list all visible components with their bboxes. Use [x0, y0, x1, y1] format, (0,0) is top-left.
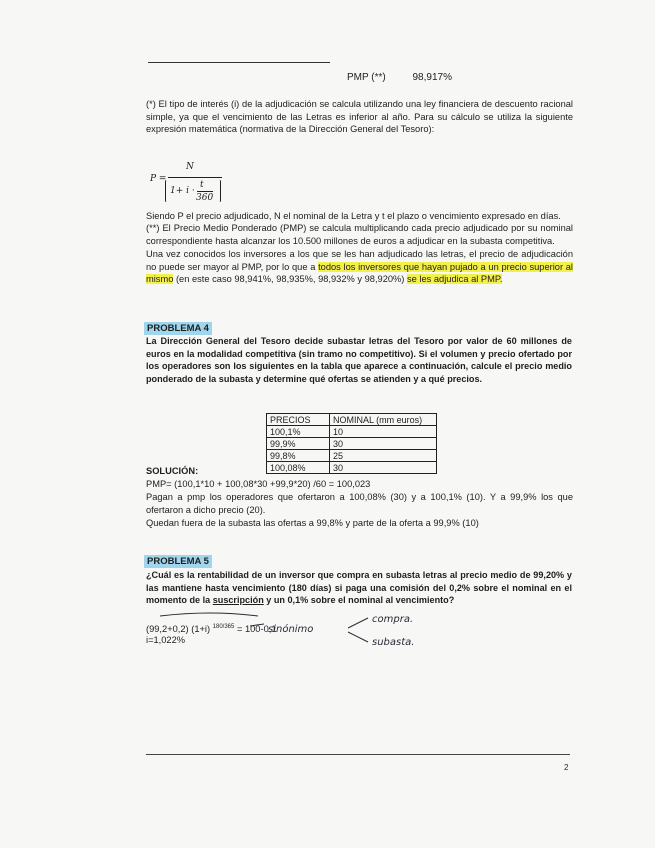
- pmp-header: [347, 72, 452, 83]
- note-adjudication: Una vez conocidos los inversores a los que se les han adjudicado las letras, el precio de adjudicación no puede ser mayor al PMP, por lo que a todos los inversores que hayan pujado a un precio superior al mismo (en este caso 98,941%, 98,935%, 98,932% y 98,920%) se les adjudica al PMP.: [146, 249, 573, 285]
- table-header-row: [267, 414, 437, 426]
- table-row: [267, 426, 437, 438]
- price-formula: [150, 160, 230, 206]
- formula-360: 360: [196, 193, 214, 203]
- handwritten-marks: [150, 608, 570, 658]
- formula-denominator: 1+ i ·: [170, 186, 195, 196]
- handwritten-compra: compra.: [372, 614, 414, 625]
- table-cell: 100,1%: [267, 426, 330, 438]
- table-cell: 99,8%: [267, 450, 330, 462]
- solution-pmp: PMP= (100,1*10 + 100,08*30 +99,9*20) /60 = 100,023: [146, 479, 371, 489]
- table-cell: 100,08%: [267, 462, 330, 474]
- problem5-equation: (99,2+0,2) (1+i) $^{180/365}$ = 100-0,1: [146, 624, 277, 635]
- solution-paid: Pagan a pmp los operadores que ofertaron a 100,08% (30) y a 100,1% (10). Y a 99,9% los que ofertaron a dicho precio (20).: [146, 492, 573, 515]
- table-row: [267, 450, 437, 462]
- pmp-value: 98,917%: [412, 72, 452, 83]
- highlight-pmp: se les adjudica al PMP.: [407, 274, 503, 285]
- page-number: 2: [564, 763, 569, 772]
- highlight-investors: todos los inversores que hayan pujado a un precio superior al mismo: [146, 261, 573, 285]
- table-cell: 30: [330, 438, 437, 450]
- note-variables: Siendo P el precio adjudicado, N el nominal de la Letra y t el plazo o vencimiento expresado en días.: [146, 211, 561, 221]
- handwritten-sinonimo: sinónimo: [268, 624, 314, 635]
- formula-lhs: P =: [150, 174, 167, 184]
- pmp-label: PMP (**): [347, 72, 386, 83]
- table-cell: 99,9%: [267, 438, 330, 450]
- solution-label: SOLUCIÓN:: [146, 466, 199, 476]
- underlined-suscripcion: suscripción: [212, 595, 264, 606]
- table-row: [267, 438, 437, 450]
- top-rule: [148, 62, 330, 63]
- table-header-precios: PRECIOS: [267, 414, 330, 426]
- table-cell: 10: [330, 426, 437, 438]
- problem5-heading: PROBLEMA 5: [144, 555, 212, 568]
- problem4-heading: PROBLEMA 4: [144, 322, 212, 335]
- footer-rule: [146, 754, 570, 755]
- table-row: [267, 462, 437, 474]
- table-cell: 25: [330, 450, 437, 462]
- solution-excluded: Quedan fuera de la subasta las ofertas a 99,8% y parte de la oferta a 99,9% (10): [146, 518, 479, 528]
- table-cell: 30: [330, 462, 437, 474]
- offers-table: [266, 413, 437, 474]
- problem4-statement: La Dirección General del Tesoro decide subastar letras del Tesoro por valor de 60 millones de euros en la modalidad competitiva (sin tramo no competitivo). Si el volumen y precio ofertado por los operadores son los siguientes en la tabla que aparece a continuación, calcule el precio medio ponderado de la subasta y determine qué ofertas se atienden y a qué precios.: [146, 336, 572, 384]
- table-header-nominal: NOMINAL (mm euros): [330, 414, 437, 426]
- problem5-statement: ¿Cuál es la rentabilidad de un inversor que compra en subasta letras al precio medio de 99,20% y las mantiene hasta vencimiento (180 días) si paga una comisión del 0,2% sobre el nominal en el momento de la suscripción y un 0,1% sobre el nominal al vencimiento?: [146, 570, 572, 606]
- problem5-result: i=1,022%: [146, 635, 186, 645]
- formula-t: t: [200, 180, 204, 190]
- note-interest-rate: (*) El tipo de interés (i) de la adjudicación se calcula utilizando una ley financiera de descuento racional simple, ya que el vencimiento de las Letras es inferior al año. Para su cálculo se utiliza la siguiente expresión matemática (normativa de la Dirección General del Tesoro):: [146, 99, 573, 135]
- note-pmp: (**) El Precio Medio Ponderado (PMP) se calcula multiplicando cada precio adjudicado por su nominal correspondiente hasta alcanzar los 10.500 millones de euros a adjudicar en la subasta competitiva.: [146, 223, 573, 246]
- formula-numerator: N: [186, 162, 194, 172]
- handwritten-subasta: subasta.: [372, 637, 415, 648]
